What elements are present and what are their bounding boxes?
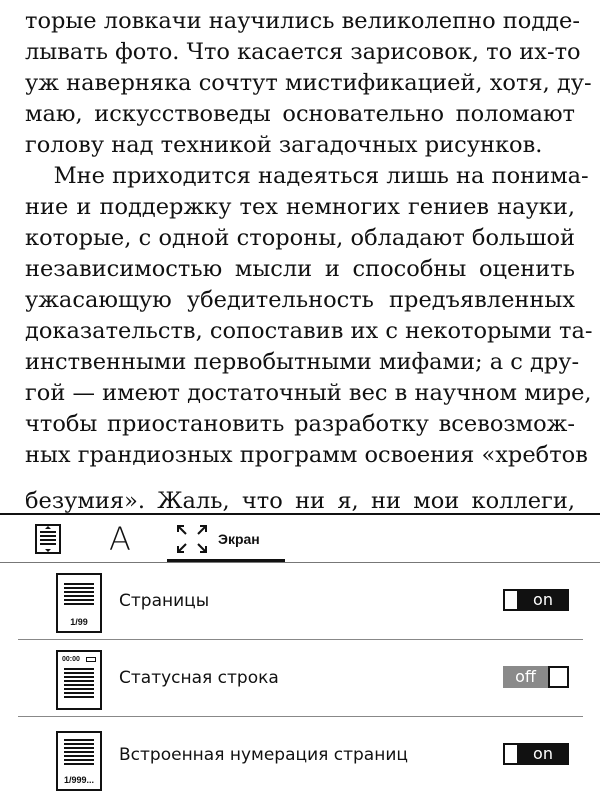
battery-icon — [86, 657, 96, 662]
pages-toggle[interactable] — [503, 589, 567, 611]
embedded-page-numbers-icon-text: 1/999... — [63, 775, 95, 785]
tab-screen-label: Экран — [218, 531, 260, 547]
book-line: лывать фото. Что касается зарисовок, то их-то — [25, 39, 581, 65]
pages-icon — [56, 573, 102, 633]
book-line: которые, с одной стороны, обладают большой — [25, 225, 575, 251]
book-line: гой — имеют достаточный вес в научном мире, — [25, 380, 592, 406]
book-line: инственными первобытными мифами; а с дру- — [25, 349, 580, 375]
setting-row-embedded-page-numbers[interactable] — [0, 717, 600, 794]
setting-row-pages[interactable] — [0, 563, 600, 640]
book-line: безумия». Жаль, что ни я, ни мои коллеги, — [25, 488, 575, 513]
embedded-page-numbers-icon — [56, 731, 102, 791]
fullscreen-icon — [176, 524, 208, 554]
book-line: Мне приходится надеяться лишь на понима- — [25, 163, 589, 189]
setting-label-pages: Страницы — [119, 591, 210, 611]
book-line: ние и поддержку тех немногих гениев науки, — [25, 194, 575, 220]
embedded-page-numbers-toggle[interactable] — [503, 743, 567, 765]
book-line: голову над техникой загадочных рисунков. — [25, 132, 543, 158]
pages-icon-text: 1/99 — [70, 617, 88, 627]
panel-border — [0, 513, 600, 515]
tab-page-layout[interactable] — [20, 515, 76, 563]
book-line: ужасающую убедительность предъявленных — [25, 287, 575, 313]
status-bar-toggle[interactable] — [503, 666, 567, 688]
tab-font[interactable] — [92, 515, 148, 563]
toggle-empty-slot — [548, 666, 569, 688]
setting-label-status-bar: Статусная строка — [119, 668, 279, 688]
page-layout-icon — [35, 524, 61, 554]
status-bar-icon-time: 00:00 — [62, 656, 80, 663]
book-line: уж наверняка сочтут мистификацией, хотя, ду- — [25, 70, 592, 96]
book-line: маю, искусствоведы основательно поломают — [25, 101, 575, 127]
setting-row-status-bar[interactable] — [0, 640, 600, 717]
tab-screen[interactable] — [170, 515, 285, 563]
book-line: чтобы приостановить разработку всевозмож- — [25, 411, 575, 437]
toggle-state: on — [533, 744, 553, 763]
toggle-state: on — [533, 590, 553, 609]
book-line: доказательств, сопоставив их с некоторыми та- — [25, 318, 593, 344]
book-line: торые ловкачи научились великолепно подде- — [25, 8, 580, 34]
setting-label-embedded-page-numbers: Встроенная нумерация страниц — [119, 745, 408, 765]
book-line: ных грандиозных программ освоения «хребтов — [25, 442, 588, 468]
status-bar-icon — [56, 650, 102, 710]
toggle-state: off — [515, 667, 536, 686]
font-icon: A — [109, 520, 131, 558]
book-line: независимостью мысли и способны оценить — [25, 256, 575, 282]
